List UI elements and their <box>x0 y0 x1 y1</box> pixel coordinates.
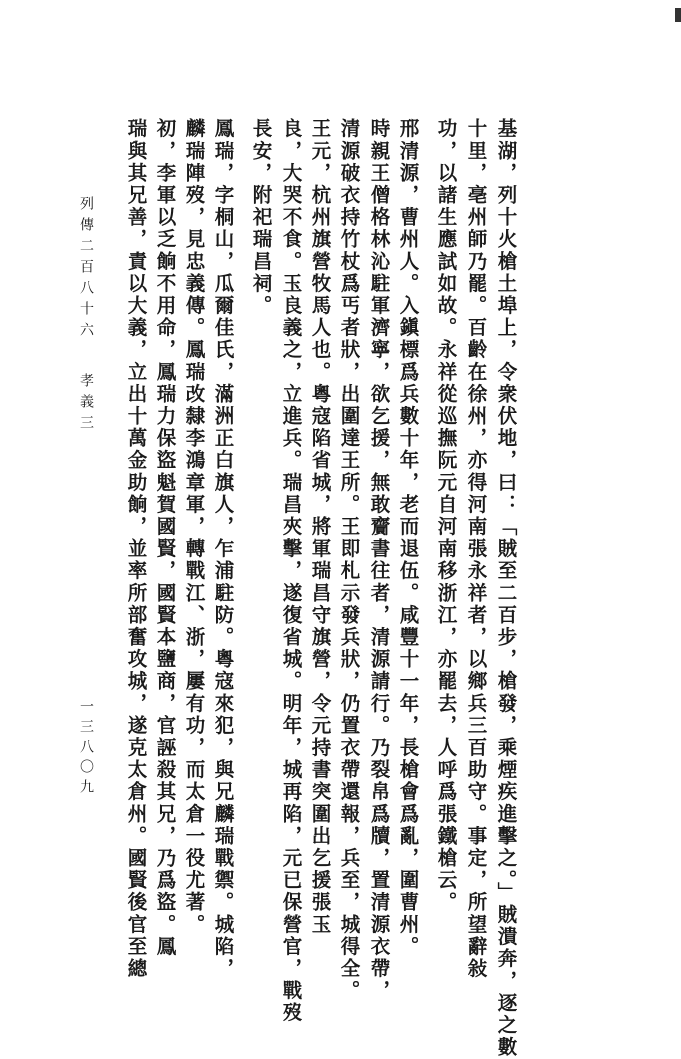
running-title: 列傳二百八十六 <box>78 196 94 343</box>
text-column-11: 麟瑞陣歿，見忠義傳。鳳瑞改隸李鴻章軍，轉戰江、浙，屢有功，而太倉一役尤著。 <box>182 118 206 936</box>
page-edge-mark <box>675 8 681 22</box>
text-column-12: 初，李軍以乏餉不用命，鳳瑞力保盜魁賀國賢，國賢本鹽商，官誣殺其兄，乃爲盜。鳳 <box>153 118 177 958</box>
text-column-7: 王元，杭州旗營牧馬人也。粵寇陷省城，將軍瑞昌守旗營，令元持書突圍出乞援張玉 <box>308 118 332 936</box>
text-column-5: 時親王僧格林沁駐軍濟寧，欲乞援，無敢齎書往者，清源請行。乃裂帛爲牘，置清源衣帶， <box>367 118 391 1002</box>
page-number: 一三八〇九 <box>78 699 94 799</box>
text-column-3: 功，以諸生應試如故。永祥從巡撫阮元自河南移浙江，亦罷去，人呼爲張鐵槍云。 <box>434 118 458 914</box>
text-column-10: 鳳瑞，字桐山，瓜爾佳氏，滿洲正白旗人，乍浦駐防。粵寇來犯，與兄麟瑞戰禦。城陷， <box>211 118 235 980</box>
text-column-9: 長安，附祀瑞昌祠。 <box>249 118 273 317</box>
text-column-13: 瑞與其兄善，責以大義，立出十萬金助餉，並率所部奮攻城，遂克太倉州。國賢後官至總 <box>124 118 148 980</box>
text-column-6: 清源破衣持竹杖爲丐者狀，出圍達王所。王即札示發兵狀，仍置衣帶還報，兵至，城得全。 <box>337 118 361 1002</box>
text-column-2: 十里，亳州師乃罷。百齡在徐州，亦得河南張永祥者，以鄉兵三百助守。事定，所望辭敍 <box>464 118 488 980</box>
section-title: 孝義三 <box>78 373 94 436</box>
running-header <box>76 196 96 436</box>
text-column-1: 基湖，列十火槍土埠上，令衆伏地，曰：「賊至二百步，槍發，乘煙疾進擊之。」賊潰奔，逐之數 <box>494 118 518 1059</box>
text-column-4: 邢清源，曹州人。入鎭標爲兵數十年，老而退伍。咸豐十一年，長槍會爲亂，圍曹州。 <box>396 118 420 958</box>
text-column-8: 良，大哭不食。玉良義之，立進兵。瑞昌夾擊，遂復省城。明年，城再陷，元已保營官，戰歿 <box>279 118 303 1025</box>
